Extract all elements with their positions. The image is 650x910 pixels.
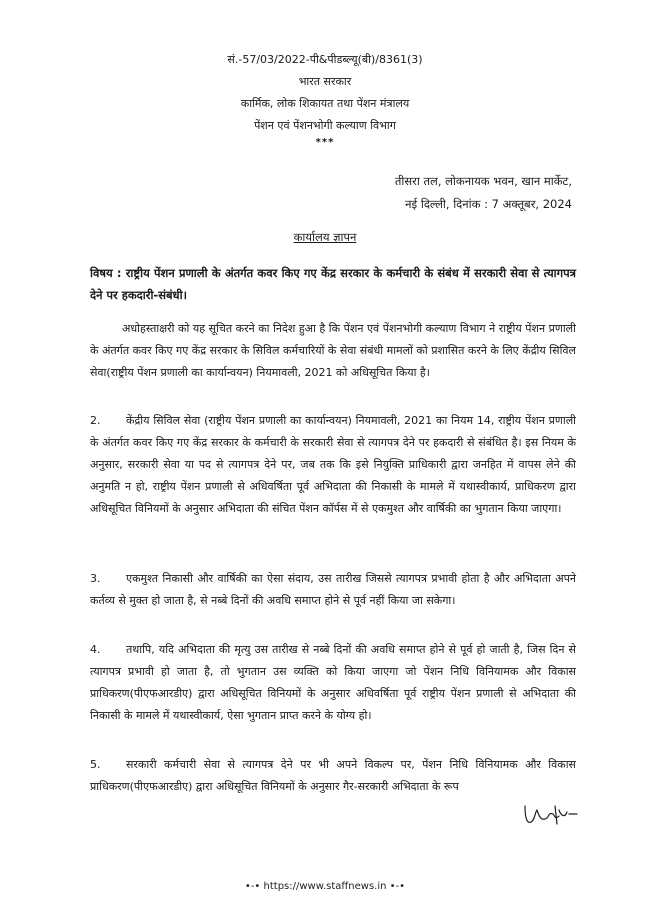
- separator-stars: ***: [315, 137, 335, 148]
- address-line: तीसरा तल, लोकनायक भवन, खान मार्केट,: [394, 174, 572, 188]
- paragraph-number: 3.: [90, 572, 101, 585]
- memo-title: कार्यालय ज्ञापन: [293, 230, 357, 244]
- paragraph-5: [90, 754, 576, 798]
- paragraph-2: [90, 410, 576, 520]
- paragraph-text: अधोहस्ताक्षरी को यह सूचित करने का निदेश हुआ है कि पेंशन एवं पेंशनभोगी कल्याण विभाग ने राष्ट्रीय पेंशन प्रणाली के अंतर्गत कवर किए गए केंद्र सरकार के सिविल कर्मचारियों के सेवा संबंधी मामलों को प्रशासित करने के लिए केंद्रीय सिविल सेवा(राष्ट्रीय पेंशन प्रणाली का कार्यान्वयन) नियमावली, 2021 को अधिसूचित किया है।: [90, 322, 576, 379]
- paragraph-number: 4.: [90, 643, 101, 656]
- footer-url: [0, 881, 650, 892]
- paragraph-3: [90, 568, 576, 612]
- date-line: नई दिल्ली, दिनांक : 7 अक्तूबर, 2024: [405, 197, 572, 211]
- paragraph-number: 5.: [90, 758, 101, 771]
- handwritten-continued-signature: [521, 800, 581, 830]
- footer-bullet-left: •-•: [244, 881, 264, 892]
- government-name: भारत सरकार: [298, 75, 352, 88]
- department-name: पेंशन एवं पेंशनभोगी कल्याण विभाग: [254, 119, 396, 132]
- ministry-name: कार्मिक, लोक शिकायत तथा पेंशन मंत्रालय: [240, 97, 410, 110]
- paragraph-number: 2.: [90, 414, 101, 427]
- reference-number: सं.-57/03/2022-पी&पीडब्ल्यू(बी)/8361(3): [227, 53, 423, 66]
- paragraph-text: केंद्रीय सिविल सेवा (राष्ट्रीय पेंशन प्रणाली का कार्यान्वयन) नियमावली, 2021 का नियम 14, राष्ट्रीय पेंशन प्रणाली के अंतर्गत कवर किए गए केंद्र सरकार के कर्मचारी के सरकारी सेवा से त्यागपत्र देने पर हकदारी से संबंधित है। इस नियम के अनुसार, सरकारी सेवा या पद से त्यागपत्र देने पर, जब तक कि इसे नियुक्ति प्राधिकारी द्वारा जनहित में वापस लेने की अनुमति न हो, राष्ट्रीय पेंशन प्रणाली से अधिवर्षिता पूर्व अभिदाता की निकासी के मामले में यथास्वीकार्य, प्राधिकरण द्वारा अधिसूचित विनियमों के अनुसार अभिदाता की संचित पेंशन कॉर्पस में से एकमुश्त और वार्षिकी का भुगतान किया जाएगा।: [90, 414, 576, 515]
- paragraph-text: एकमुश्त निकासी और वार्षिकी का ऐसा संदाय, उस तारीख जिससे त्यागपत्र प्रभावी होता है और अभिदाता अपने कर्तव्य से मुक्त हो जाता है, से नब्बे दिनों की अवधि समाप्त होने से पूर्व नहीं किया जा सकेगा।: [90, 572, 576, 607]
- footer-link[interactable]: https://www.staffnews.in: [263, 881, 387, 892]
- paragraph-4: [90, 639, 576, 727]
- paragraph-1: [90, 318, 576, 384]
- subject-line: विषय : राष्ट्रीय पेंशन प्रणाली के अंतर्गत कवर किए गए केंद्र सरकार के कर्मचारी के संबंध में सरकारी सेवा से त्यागपत्र देने पर हकदारी-संबंधी।: [90, 266, 576, 302]
- footer-bullet-right: •-•: [386, 881, 406, 892]
- paragraph-text: सरकारी कर्मचारी सेवा से त्यागपत्र देने पर भी अपने विकल्प पर, पेंशन निधि विनियामक और विकास प्राधिकरण(पीएफआरडीए) द्वारा अधिसूचित विनियमों के अनुसार गैर-सरकारी अभिदाता के रूप: [90, 758, 576, 793]
- paragraph-text: तथापि, यदि अभिदाता की मृत्यु उस तारीख से नब्बे दिनों की अवधि समाप्त होने से पूर्व हो जाती है, जिस दिन से त्यागपत्र प्रभावी हो जाता है, तो भुगतान उस व्यक्ति को किया जाएगा जो पेंशन निधि विनियामक और विकास प्राधिकरण(पीएफआरडीए) द्वारा अधिसूचित विनियमों के अनुसार अधिवर्षिता पूर्व राष्ट्रीय पेंशन प्रणाली से अभिदाता की निकासी के मामले में यथास्वीकार्य, ऐसा भुगतान प्राप्त करने के योग्य हो।: [90, 643, 576, 722]
- office-address: [395, 170, 572, 216]
